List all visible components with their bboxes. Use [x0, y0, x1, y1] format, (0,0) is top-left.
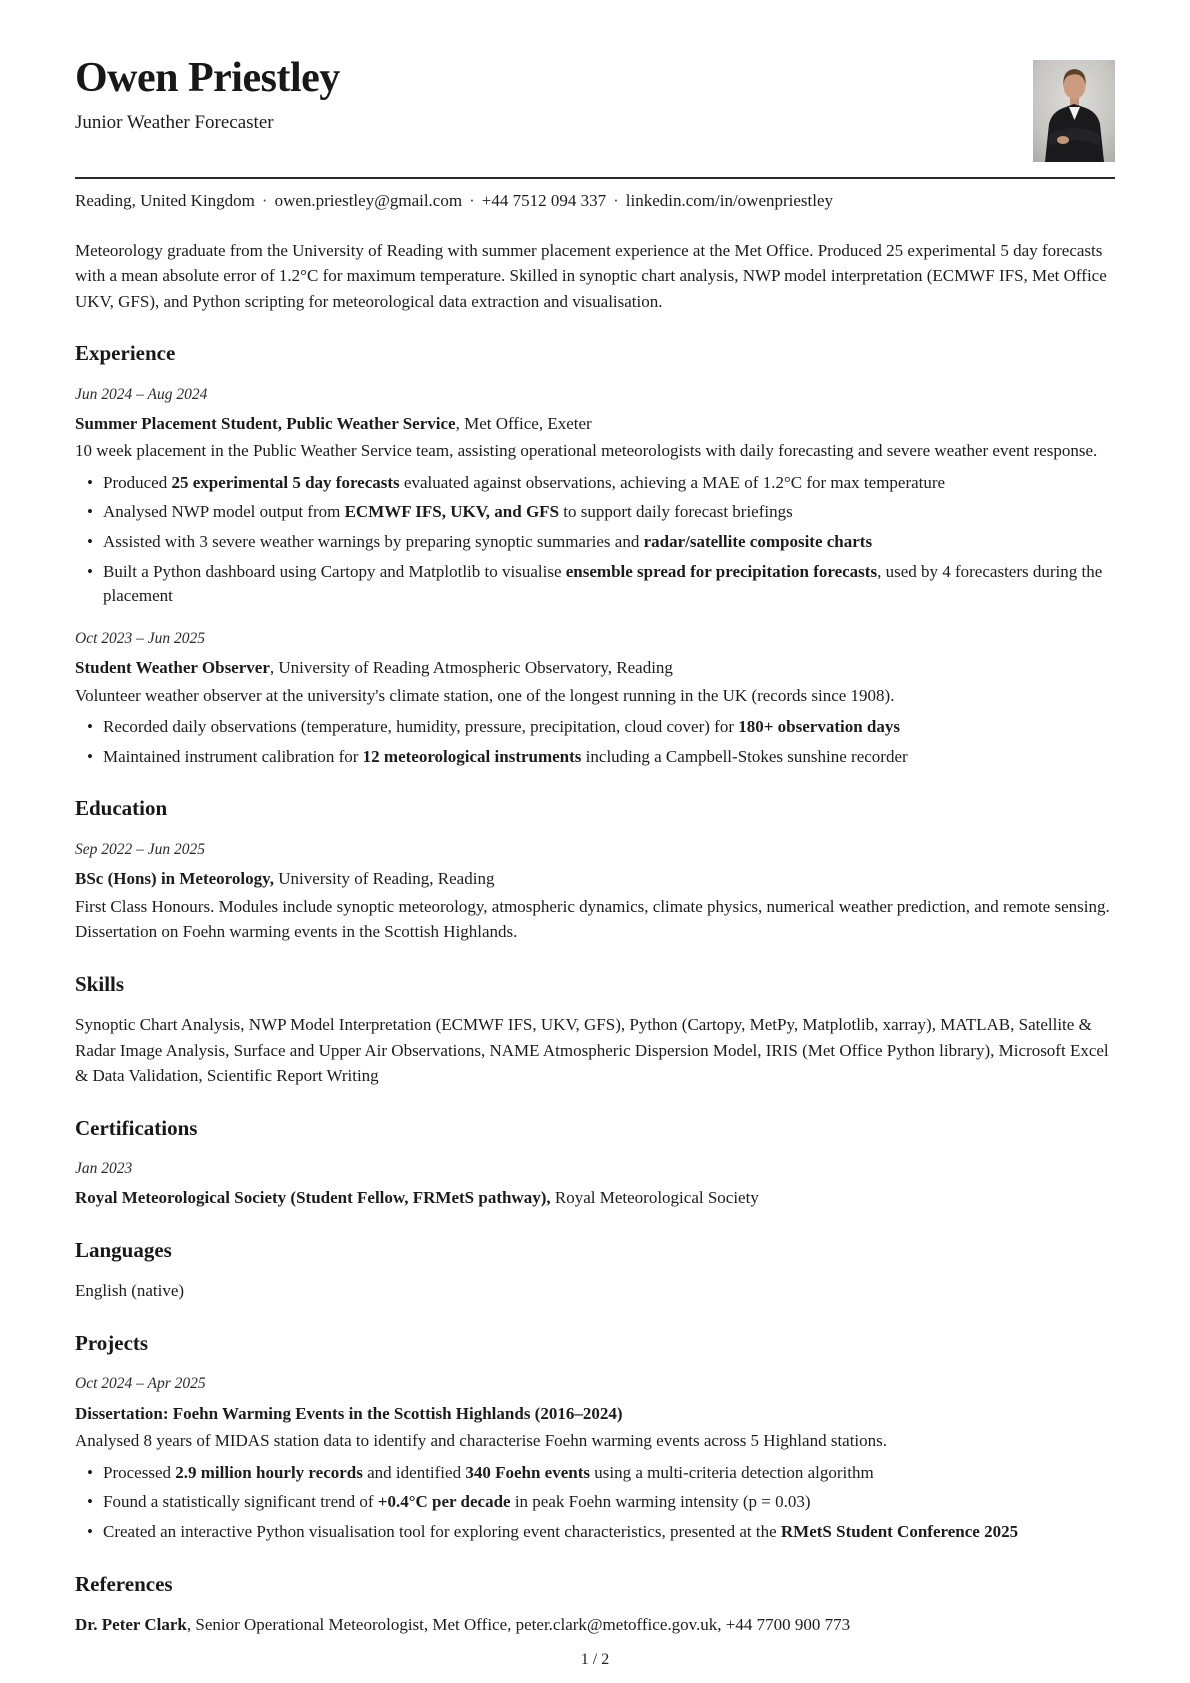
- languages-text: English (native): [75, 1281, 185, 1301]
- contact-email: owen.priestley@gmail.com: [274, 191, 463, 210]
- summary-paragraph: Meteorology graduate from the University of Reading with summer placement experience at the Met Office. Produced 25 experimental 5 day forecasts with a mean absolute error of 1.2°C for maximum temperature. Skilled in synoptic chart analysis, NWP model interpretation (ECMWF IFS, Met Office UKV, GFS), and Python scripting for meteorological data extraction and visualisation.: [75, 240, 1107, 311]
- entry-description: Analysed 8 years of MIDAS station data to identify and characterise Foehn warming events across 5 Highland stations.: [75, 1431, 888, 1451]
- bullet-item: • Found a statistically significant trend of +0.4°C per decade in peak Foehn warming intensity (p = 0.03): [75, 1490, 1115, 1515]
- entry-date: Jan 2023: [75, 1160, 133, 1178]
- contact-linkedin: linkedin.com/in/owenpriestley: [625, 191, 834, 210]
- entry-description: First Class Honours. Modules include synoptic meteorology, atmospheric dynamics, climate physics, numerical weather prediction, and remote sensing. Dissertation on Foehn warming events in the Scottish Highlands.: [75, 896, 1110, 942]
- bullet-item: • Recorded daily observations (temperature, humidity, pressure, precipitation, cloud cover) for 180+ observation days: [75, 715, 1115, 740]
- bullet-list: [75, 1461, 1115, 1545]
- section-heading-certifications: Certifications: [75, 1115, 198, 1140]
- certification-entry: [75, 1157, 1115, 1211]
- entry-description: 10 week placement in the Public Weather Service team, assisting operational meteorologists with daily forecasting and severe weather event response.: [75, 441, 1098, 461]
- entry-date: Jun 2024 – Aug 2024: [75, 385, 208, 403]
- entry-title: Dissertation: Foehn Warming Events in the Scottish Highlands (2016–2024): [75, 1403, 623, 1423]
- contact-bar: [75, 188, 1115, 214]
- entry-title: BSc (Hons) in Meteorology, University of Reading, Reading: [75, 869, 495, 889]
- section-heading-references: References: [75, 1571, 173, 1596]
- bullet-item: • Built a Python dashboard using Cartopy and Matplotlib to visualise ensemble spread for precipitation forecasts, used by 4 forecasters during the placement: [75, 560, 1115, 609]
- entry-title: Royal Meteorological Society (Student Fellow, FRMetS pathway), Royal Meteorological Society: [75, 1188, 759, 1208]
- entry-title: Student Weather Observer, University of Reading Atmospheric Observatory, Reading: [75, 658, 673, 678]
- header-divider: [75, 177, 1115, 179]
- bullet-item: • Processed 2.9 million hourly records and identified 340 Foehn events using a multi-criteria detection algorithm: [75, 1461, 1115, 1486]
- contact-location: Reading, United Kingdom: [75, 191, 255, 210]
- entry-description: Volunteer weather observer at the university's climate station, one of the longest running in the UK (records since 1908).: [75, 685, 895, 705]
- job-title-subtitle: Junior Weather Forecaster: [75, 112, 274, 134]
- education-entry: [75, 838, 1115, 945]
- section-heading-experience: Experience: [75, 341, 176, 365]
- bullet-item: • Assisted with 3 severe weather warnings by preparing synoptic summaries and radar/satellite composite charts: [75, 530, 1115, 555]
- contact-phone: +44 7512 094 337: [481, 191, 607, 210]
- experience-entry: [75, 627, 1115, 770]
- contact-separator: ·: [613, 191, 619, 210]
- bullet-list: [75, 471, 1115, 609]
- skills-text: Synoptic Chart Analysis, NWP Model Interpretation (ECMWF IFS, UKV, GFS), Python (Cartopy, MetPy, Matplotlib, xarray), MATLAB, Satellite & Radar Image Analysis, Surface and Upper Air Observations, NAME Atmospheric Dispersion Model, IRIS (Met Office Python library), Microsoft Excel & Data Validation, Scientific Report Writing: [75, 1015, 1109, 1086]
- header-text-block: [75, 56, 1033, 138]
- bullet-item: • Created an interactive Python visualisation tool for exploring event characteristics, presented at the RMetS Student Conference 2025: [75, 1520, 1115, 1545]
- bullet-list: [75, 715, 1115, 769]
- contact-separator: ·: [261, 191, 268, 210]
- section-heading-skills: Skills: [75, 971, 125, 996]
- project-entry: [75, 1372, 1115, 1544]
- portrait-photo: [1033, 60, 1115, 162]
- section-heading-education: Education: [75, 796, 168, 821]
- bullet-item: • Produced 25 experimental 5 day forecasts evaluated against observations, achieving a MAE of 1.2°C for max temperature: [75, 471, 1115, 496]
- section-heading-projects: Projects: [75, 1330, 149, 1355]
- experience-entry: [75, 383, 1115, 609]
- entry-date: Sep 2022 – Jun 2025: [75, 840, 206, 858]
- entry-date: Oct 2024 – Apr 2025: [75, 1375, 206, 1393]
- section-heading-languages: Languages: [75, 1237, 172, 1262]
- bullet-item: • Analysed NWP model output from ECMWF IFS, UKV, and GFS to support daily forecast briefings: [75, 500, 1115, 525]
- bullet-item: • Maintained instrument calibration for 12 meteorological instruments including a Campbell-Stokes sunshine recorder: [75, 745, 1115, 770]
- header: [75, 56, 1115, 162]
- page-indicator: 1 / 2: [580, 1650, 610, 1668]
- contact-separator: ·: [469, 191, 475, 210]
- reference-entry: Dr. Peter Clark, Senior Operational Meteorologist, Met Office, peter.clark@metoffice.gov.uk, +44 7700 900 773: [75, 1615, 851, 1635]
- entry-title: Summer Placement Student, Public Weather Service, Met Office, Exeter: [75, 413, 592, 433]
- entry-date: Oct 2023 – Jun 2025: [75, 629, 206, 647]
- candidate-name: Owen Priestley: [75, 55, 340, 101]
